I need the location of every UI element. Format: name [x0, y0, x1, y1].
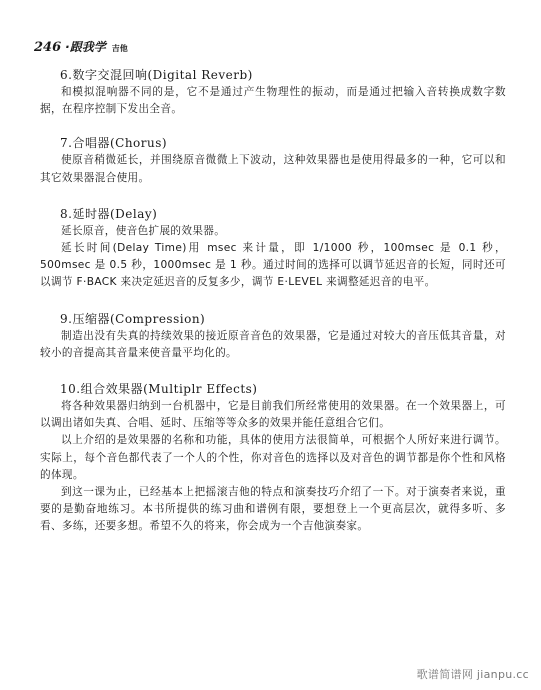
page-number: 246 [34, 40, 62, 55]
section-heading: 10.组合效果器(Multiplr Effects) [60, 382, 258, 397]
section-digital-reverb [40, 66, 506, 118]
page-body [40, 66, 506, 536]
section-heading: 6.数字交混回响(Digital Reverb) [60, 68, 253, 82]
paragraph: 制造出没有失真的持续效果的接近原音音色的效果器，它是通过对较大的音压低其音量，对较小的音提高其音量来使音量平均化的。 [40, 329, 506, 359]
series-title: ·跟我学 [65, 40, 106, 54]
section-multiple-effects [40, 380, 506, 536]
paragraph: 将各种效果器归纳到一台机器中，它是目前我们所经常使用的效果器。在一个效果器上，可以调出诸如失真、合唱、延时、压缩等等众多的效果并能任意组合它们。 [40, 400, 506, 430]
paragraph: 延长时间(Delay Time)用 msec 来计量，即 1/1000 秒，100msec 是 0.1 秒，500msec 是 0.5 秒，1000msec 是 1 秒。通过时间的选择可以调节延迟音的长短，同时还可以调节 F·BACK 来决定延迟音的反复多少，调节 E·LEVEL 来调整延迟音的电平。 [40, 242, 506, 289]
site-watermark: 歌谱简谱网 jianpu.cc [416, 668, 529, 681]
section-compression [40, 310, 506, 362]
book-subject: 吉他 [111, 44, 128, 53]
paragraph: 到这一课为止，已经基本上把摇滚吉他的特点和演奏技巧介绍了一下。对于演奏者来说，重要的是勤奋地练习。本书所提供的练习曲和谱例有限，要想登上一个更高层次，就得多听、多看、多练，还要多想。希望不久的将来，你会成为一个吉他演奏家。 [40, 486, 506, 533]
section-chorus [40, 134, 506, 186]
paragraph: 以上介绍的是效果器的名称和功能，具体的使用方法很简单，可根据个人所好来进行调节。实际上，每个音色都代表了一个人的个性，你对音色的选择以及对音色的调节都是你个性和风格的体现。 [40, 434, 506, 481]
section-heading: 8.延时器(Delay) [60, 206, 158, 221]
section-delay [40, 205, 506, 292]
paragraph: 和模拟混响器不同的是，它不是通过产生物理性的振动，而是通过把输入音转换成数字数据，在程序控制下发出全音。 [40, 86, 506, 116]
paragraph: 延长原音，使音色扩展的效果器。 [61, 224, 226, 237]
paragraph: 使原音稍微延长，并围绕原音微微上下波动，这种效果器也是使用得最多的一种，它可以和其它效果器混合使用。 [40, 154, 506, 184]
section-heading: 9.压缩器(Compression) [60, 311, 206, 326]
page-header [34, 38, 128, 55]
section-heading: 7.合唱器(Chorus) [60, 136, 168, 151]
